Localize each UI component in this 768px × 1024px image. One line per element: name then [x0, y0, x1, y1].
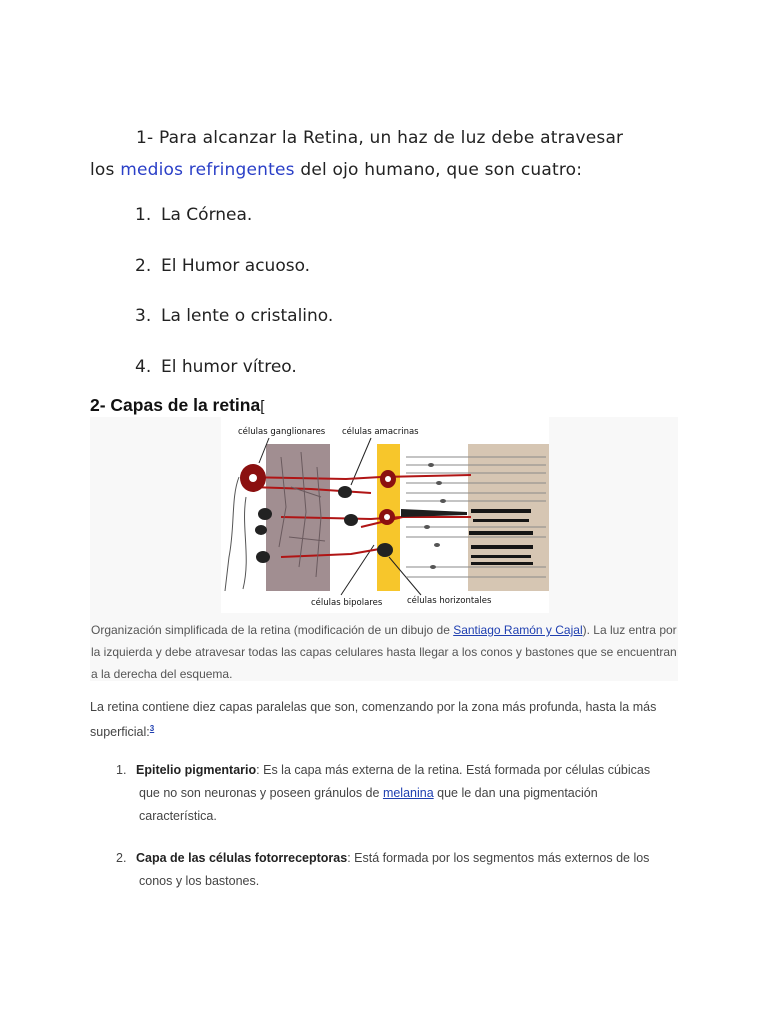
layer-item: [116, 847, 681, 893]
layer-item-desc: : Está formada por los segmentos más externos de los: [347, 851, 650, 865]
list-item-label: La Córnea.: [161, 205, 253, 225]
retina-diagram-svg: [221, 417, 549, 613]
figure-caption: [91, 619, 679, 685]
retina-diagram: [221, 417, 549, 613]
list-item: [135, 304, 333, 355]
list-item-number: 4.: [135, 356, 152, 377]
layer-item-desc-before: que no son neuronas y poseen gránulos de: [139, 786, 383, 800]
section-heading: [90, 395, 264, 416]
layer-item-number: 2.: [116, 851, 127, 865]
layer-item-line-2: conos y los bastones.: [139, 874, 260, 888]
caption-before: Organización simplificada de la retina (modificación de un dibujo de: [91, 623, 454, 637]
list-item-label: La lente o cristalino.: [161, 306, 334, 326]
list-item: [135, 254, 333, 305]
layer-item: [116, 759, 681, 828]
label-bipolar-cells: células bipolares: [311, 598, 383, 608]
section-heading-suffix: [: [260, 398, 265, 415]
list-item-number: 1.: [135, 205, 152, 225]
layer-item-line-3: característica.: [139, 809, 217, 823]
ganglion-cell: [256, 551, 270, 563]
layer-item-line-2: [116, 782, 681, 805]
ganglion-cell: [258, 508, 272, 520]
caption-after: ). La luz entra por la izquierda y debe atravesar todas las capas celulares hasta llegar a los conos y bastones que se encuentran a la derecha del esquema.: [91, 623, 677, 681]
section-heading-text: 2- Capas de la retina: [90, 395, 261, 415]
label-ganglion-cells: células ganglionares: [238, 427, 326, 437]
refractive-media-list: [135, 203, 333, 405]
intro-line-2-before: los: [90, 160, 121, 180]
list-item-label: El humor vítreo.: [161, 356, 297, 377]
amacrine-cell: [338, 486, 352, 498]
list-item: [135, 203, 333, 254]
paragraph-text: La retina contiene diez capas paralelas que son, comenzando por la zona más profunda, hasta la más superficial:: [90, 700, 657, 740]
horizontal-cell: [377, 543, 393, 557]
layer-item-line-1: [116, 847, 681, 870]
intro-paragraph: [90, 122, 710, 186]
ganglion-cell: [255, 525, 267, 535]
layer-item-line-1: [116, 759, 681, 782]
melanina-link[interactable]: melanina: [382, 786, 434, 800]
layer-item-desc-after: que le dan una pigmentación: [433, 786, 598, 800]
amacrine-cell: [344, 514, 358, 526]
layer-item-title: Epitelio pigmentario: [136, 763, 257, 777]
list-item-number: 2.: [135, 255, 152, 276]
intro-line-1: 1- Para alcanzar la Retina, un haz de luz debe atravesar: [136, 128, 624, 148]
layer-item-desc: : Es la capa más externa de la retina. Está formada por células cúbicas: [256, 763, 651, 777]
reference-link[interactable]: 3: [149, 724, 155, 733]
list-item-number: 3.: [135, 306, 152, 326]
intro-line-2-after: del ojo humano, que son cuatro:: [294, 160, 583, 180]
label-amacrine-cells: células amacrinas: [342, 427, 419, 437]
layer-item-number: 1.: [116, 763, 127, 777]
intro-line-2: [90, 160, 582, 180]
retina-layers-intro: [90, 696, 680, 743]
medios-refringentes-link[interactable]: medios refringentes: [120, 160, 295, 180]
santiago-ramon-y-cajal-link[interactable]: Santiago Ramón y Cajal: [453, 623, 583, 637]
layer-item-title: Capa de las células fotorreceptoras: [136, 851, 348, 865]
label-horizontal-cells: células horizontales: [407, 596, 492, 606]
photoreceptor-layer-band: [468, 444, 549, 591]
list-item-label: El Humor acuoso.: [161, 255, 311, 276]
